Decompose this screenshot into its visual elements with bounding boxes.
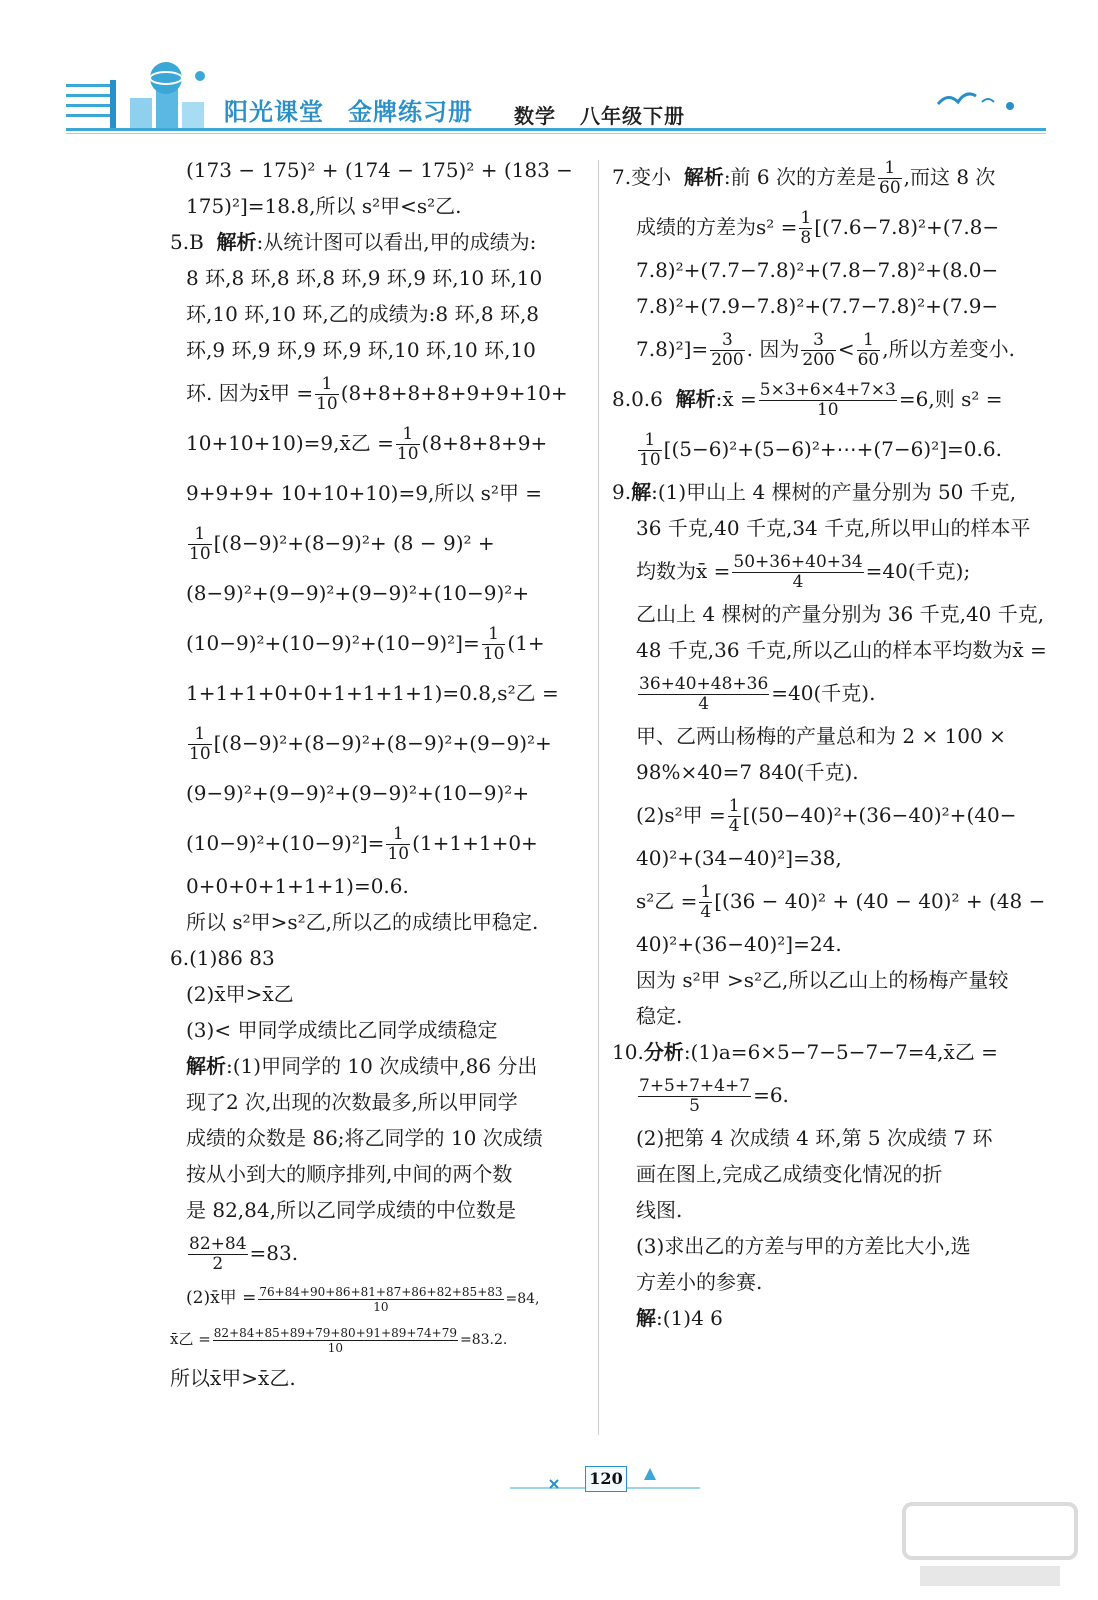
denominator: 60 [857,350,880,370]
text-line: (8−9)²+(9−9)²+(9−9)²+(10−9)²+ [186,581,530,605]
numerator: 3 [801,331,835,351]
answer-10-heading [612,1034,1042,1070]
question-number: 5.B [170,230,204,254]
brand-name-1: 阳光课堂 [224,97,324,126]
text-line: 甲、乙两山杨梅的产量总和为 2 × 100 × [636,724,1006,748]
text-line [170,1048,590,1084]
text-span: (1+ [507,631,545,655]
text-line [170,518,590,568]
fraction [710,331,744,370]
denominator: 2 [212,1254,224,1274]
numerator: 1 [482,625,506,645]
text-span: (2)x̄甲 = [186,1288,257,1308]
text-line: 因为 s²甲 >s²乙,所以乙山上的杨梅产量较 [636,968,1009,992]
question-number: 8.0.6 [612,387,663,411]
text-span: =84, [505,1291,540,1307]
denominator: 4 [792,572,804,592]
right-column [612,152,1047,1336]
denominator: 10 [316,394,338,414]
text-span: 环. 因为x̄甲 = [186,381,314,405]
text-line: 乙山上 4 棵树的产量分别为 36 千克,40 千克, [636,602,1045,626]
text-span: [(50−40)²+(36−40)²+(40− [742,803,1017,827]
text-span: [(7.6−7.8)²+(7.8− [814,215,1000,239]
text-span: [(8−9)²+(8−9)²+ (8 − 9)² + [213,531,495,555]
denominator: 8 [800,228,812,248]
text-line: 是 82,84,所以乙同学成绩的中位数是 [186,1198,516,1222]
fraction [699,883,712,922]
denominator: 10 [816,400,839,420]
text-line: 40)²+(36−40)²]=24. [636,932,842,956]
denominator: 10 [387,844,410,864]
denominator: 200 [802,350,835,370]
text-span: 10+10+10)=9,x̄乙 = [186,431,394,455]
fraction [878,159,902,198]
numerator: 1 [728,796,740,816]
text-line: 8 环,8 环,8 环,8 环,9 环,9 环,10 环,10 [186,266,543,290]
denominator: 10 [327,1340,344,1355]
answer-7-heading [612,152,1042,202]
numerator: 1 [878,159,902,179]
denominator: 10 [639,450,661,470]
denominator: 10 [396,444,419,464]
denominator: 4 [700,902,712,922]
numerator: 1 [315,375,339,395]
fraction [638,675,769,714]
fraction [638,431,662,470]
text-span: (10−9)²+(10−9)²]= [186,831,385,855]
analysis-label: 解析 [683,165,724,189]
analysis-label: 分析 [643,1040,684,1064]
text-line [612,202,1042,252]
numerator: 50+36+40+34 [733,552,863,572]
text-line: 成绩的众数是 86;将乙同学的 10 次成绩 [186,1126,543,1150]
fraction [728,797,741,836]
subject-label: 数学 [514,104,556,128]
fraction [482,625,506,664]
text-span: =40(千克); [865,559,971,583]
fraction [188,1235,248,1274]
text-span: :(1)甲同学的 10 次成绩中,86 分出 [226,1054,538,1078]
text-line [612,790,1042,840]
fraction [315,375,339,414]
text-span: s²乙 = [636,889,698,913]
fraction [386,825,410,864]
text-line: 98%×40=7 840(千克). [636,760,859,784]
text-line: 稳定. [636,1004,683,1028]
text-line [170,1228,590,1278]
text-line [612,668,1042,718]
answer-6-heading: 6.(1)86 83 [170,946,275,970]
question-number: 7.变小 [612,165,672,189]
text-line: (2)把第 4 次成绩 4 环,第 5 次成绩 7 环 [636,1126,993,1150]
answer-8-heading [612,374,1042,424]
numerator: 82+84 [189,1234,247,1254]
text-span: :(1)4 6 [656,1306,723,1330]
denominator: 10 [373,1299,389,1314]
text-span: (8+8+8+9+ [421,431,548,455]
text-line [612,1070,1042,1120]
fraction [759,381,897,420]
question-number: 9. [612,480,632,504]
text-line: (3)< 甲同学成绩比乙同学成绩稳定 [186,1018,498,1042]
text-line [170,718,590,768]
fraction [188,525,212,564]
numerator: 1 [188,525,212,545]
globe-logo-icon [120,58,215,130]
numerator: 1 [800,208,812,228]
text-line: 环,10 环,10 环,乙的成绩为:8 环,8 环,8 [186,302,540,326]
text-span: 175)²]=18.8,所以 [186,194,356,218]
fraction [188,725,212,764]
header-stripes-decoration [66,80,116,128]
numerator: 36+40+48+36 [639,674,769,694]
text-span: [(5−6)²+(5−6)²+⋯+(7−6)²]=0.6. [663,437,1002,461]
text-span: 均数为x̄ = [636,559,731,583]
answer-5-heading [170,224,590,260]
solution-label: 解 [636,1306,656,1330]
text-line [612,546,1042,596]
text-line [612,1300,1042,1336]
text-line: 线图. [636,1198,683,1222]
text-span: (2)s²甲 = [636,803,726,827]
numerator: 7+5+7+4+7 [639,1076,751,1096]
text-line [170,1319,590,1360]
page-number: 120 [585,1466,627,1492]
answer-9-heading [612,474,1042,510]
text-line: (9−9)²+(9−9)²+(9−9)²+(10−9)²+ [186,781,530,805]
fraction [396,425,420,464]
solution-label: 解 [631,480,652,504]
text-line [612,324,1042,374]
header-rule-thin [66,133,1046,134]
text-line: 48 千克,36 千克,所以乙山的样本平均数为x̄ = [636,638,1047,662]
text-line: 1+1+1+0+0+1+1+1+1)=0.8,s²乙 = [186,681,559,705]
fraction [213,1326,458,1355]
text-line: 36 千克,40 千克,34 千克,所以甲山的样本平 [636,516,1031,540]
denominator: 60 [879,178,901,198]
fraction [732,553,863,592]
text-span: =6,则 s² = [898,387,1003,411]
text-span: [(8−9)²+(8−9)²+(8−9)²+(9−9)²+ [213,731,552,755]
text-span: ,所以方差变小. [882,337,1015,361]
numerator: 3 [710,331,744,351]
denominator: 5 [689,1096,700,1116]
text-span: :前 6 次的方差是 [723,165,876,189]
text-span: :(1)甲山上 4 棵树的产量分别为 50 千克, [651,480,1017,504]
fraction [638,1077,751,1116]
left-column [170,152,590,1396]
denominator: 4 [728,816,740,836]
text-line: 所以x̄甲>x̄乙. [170,1366,296,1390]
text-line: 9+9+9+ 10+10+10)=9,所以 s²甲 = [186,481,543,505]
numerator: 76+84+90+86+81+87+86+82+85+83 [259,1284,503,1299]
text-line: (2)x̄甲>x̄乙 [186,982,294,1006]
text-span: < [837,337,855,361]
text-line: 现了2 次,出现的次数最多,所以甲同学 [186,1090,518,1114]
fraction [801,331,835,370]
denominator: 4 [698,694,710,714]
brand-title [224,92,473,127]
grade-label: 八年级下册 [580,104,685,128]
text-span: :(1)a=6×5−7−5−7−7=4,x̄乙 = [683,1040,998,1064]
numerator: 1 [188,725,212,745]
text-span: . 因为 [746,337,800,361]
denominator: 10 [189,744,211,764]
text-line: 7.8)²+(7.7−7.8)²+(7.8−7.8)²+(8.0− [636,258,999,282]
fraction [857,331,881,370]
birds-decoration-icon [930,82,1030,122]
text-line: 所以 s²甲>s²乙,所以乙的成绩比甲稳定. [186,910,539,934]
text-span: :从统计图可以看出,甲的成绩为: [256,230,537,254]
text-line: 按从小到大的顺序排列,中间的两个数 [186,1162,513,1186]
text-line: 画在图上,完成乙成绩变化情况的折 [636,1162,943,1186]
text-span: :x̄ = [715,387,757,411]
text-line: 方差小的参赛. [636,1270,763,1294]
text-span: ,而这 8 次 [903,165,996,189]
text-line [170,368,590,418]
text-span: =83.2. [459,1332,508,1348]
header-rule [66,128,1046,131]
text-line [170,188,590,224]
text-span: 成绩的方差为s² = [636,215,798,239]
text-line: (3)求出乙的方差与甲的方差比大小,选 [636,1234,971,1258]
numerator: 1 [386,825,410,845]
book-subtitle [514,100,685,129]
analysis-label: 解析 [675,387,716,411]
text-span: =40(千克). [771,681,876,705]
text-line: 7.8)²+(7.9−7.8)²+(7.7−7.8)²+(7.9− [636,294,999,318]
denominator: 10 [189,544,211,564]
text-line [170,618,590,668]
numerator: 1 [857,331,881,351]
fraction [258,1285,503,1314]
text-span: (10−9)²+(10−9)²+(10−9)²]= [186,631,480,655]
text-span: (8+8+8+8+9+9+10+ [340,381,568,405]
text-span: =6. [753,1083,789,1107]
page-header [0,0,1098,150]
text-span: 7.8)²]= [636,337,709,361]
column-divider [598,160,599,1435]
text-line [170,818,590,868]
text-span: x̄乙 = [170,1330,211,1348]
brand-name-2: 金牌练习册 [348,97,473,126]
numerator: 5×3+6×4+7×3 [759,380,896,400]
text-line [170,418,590,468]
denominator: 200 [711,350,744,370]
fraction [799,209,812,248]
numerator: 1 [638,431,662,451]
text-line [612,876,1046,926]
text-line [612,424,1042,474]
text-line: 40)²+(34−40)²]=38, [636,846,842,870]
numerator: 82+84+85+89+79+80+91+89+74+79 [213,1325,457,1340]
text-span: [(36 − 40)² + (40 − 40)² + (48 − [714,889,1046,913]
analysis-label: 解析 [216,230,257,254]
text-line: (173 − 175)² + (174 − 175)² + (183 − [186,158,573,182]
denominator: 10 [482,644,505,664]
text-line: 0+0+0+1+1+1)=0.6. [186,874,409,898]
numerator: 1 [396,425,420,445]
text-line [170,1278,590,1319]
text-span: s²甲<s²乙. [361,194,462,218]
question-number: 10. [612,1040,644,1064]
analysis-label: 解析 [186,1054,226,1078]
watermark-logo-icon [900,1500,1080,1592]
text-span: (1+1+1+0+ [412,831,538,855]
text-span: =83. [249,1241,299,1265]
numerator: 1 [700,882,712,902]
text-line: 环,9 环,9 环,9 环,9 环,10 环,10 环,10 [186,338,536,362]
